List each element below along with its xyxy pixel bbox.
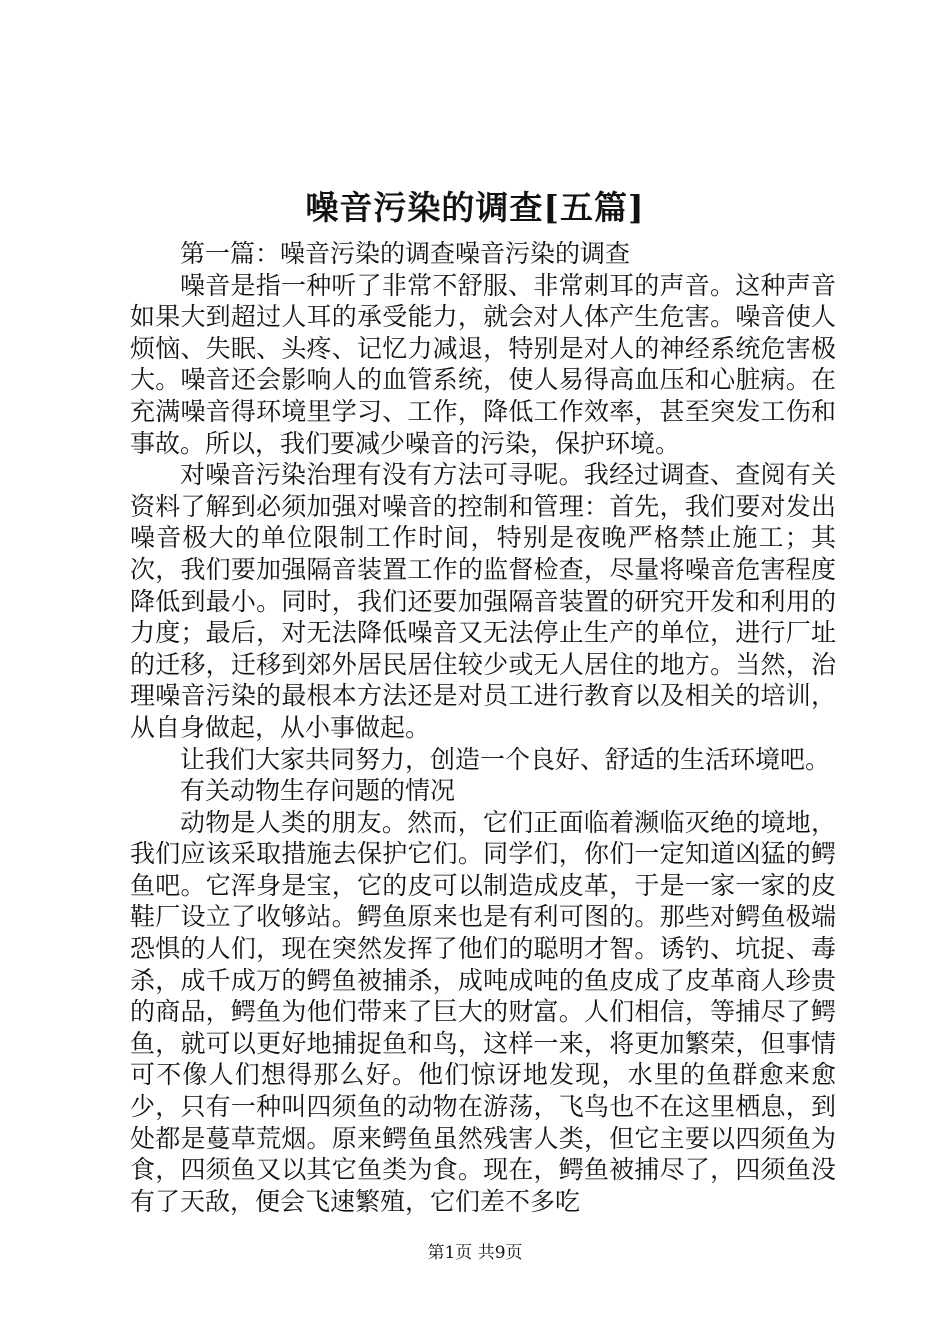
paragraph: 噪音是指一种听了非常不舒服、非常刺耳的声音。这种声音如果大到超过人耳的承受能力，就会对人体产生危害。噪音使人烦恼、失眠、头疼、记忆力减退，特别是对人的神经系统危害极大。噪音还会影响人的血管系统，使人易得高血压和心脏病。在充满噪音得环境里学习、工作，降低工作效率，甚至突发工伤和事故。所以，我们要减少噪音的污染，保护环境。: [130, 270, 836, 458]
paragraph: 让我们大家共同努力，创造一个良好、舒适的生活环境吧。: [180, 744, 831, 774]
page-number-footer: 第1页 共9页: [427, 1243, 523, 1263]
document-body: [130, 238, 836, 1217]
section-heading: 第一篇：噪音污染的调查噪音污染的调查: [180, 239, 631, 268]
section-heading: 有关动物生存问题的情况: [180, 776, 456, 806]
paragraph: 对噪音污染治理有没有方法可寻呢。我经过调查、查阅有关资料了解到必须加强对噪音的控制和管理：首先，我们要对发出噪音极大的单位限制工作时间，特别是夜晚严格禁止施工；其次，我们要加强隔音装置工作的监督检查，尽量将噪音危害程度降低到最小。同时，我们还要加强隔音装置的研究开发和利用的力度；最后，对无法降低噪音又无法停止生产的单位，进行厂址的迁移，迁移到郊外居民居住较少或无人居住的地方。当然，治理噪音污染的最根本方法还是对员工进行教育以及相关的培训，从自身做起，从小事做起。: [130, 460, 836, 742]
paragraph: 动物是人类的朋友。然而，它们正面临着濒临灭绝的境地，我们应该采取措施去保护它们。同学们，你们一定知道凶猛的鳄鱼吧。它浑身是宝，它的皮可以制造成皮革，于是一家一家的皮鞋厂设立了收够站。鳄鱼原来也是有利可图的。那些对鳄鱼极端恐惧的人们，现在突然发挥了他们的聪明才智。诱钓、坑捉、毒杀，成千成万的鳄鱼被捕杀，成吨成吨的鱼皮成了皮革商人珍贵的商品，鳄鱼为他们带来了巨大的财富。人们相信，等捕尽了鳄鱼，就可以更好地捕捉鱼和鸟，这样一来，将更加繁荣，但事情可不像人们想得那么好。他们惊讶地发现，水里的鱼群愈来愈少，只有一种叫四须鱼的动物在游荡，飞鸟也不在这里栖息，到处都是蔓草荒烟。原来鳄鱼虽然残害人类，但它主要以四须鱼为食，四须鱼又以其它鱼类为食。现在，鳄鱼被捕尽了，四须鱼没有了天敌，便会飞速繁殖，它们差不多吃: [130, 807, 836, 1216]
document-title: 噪音污染的调查[五篇]: [305, 188, 645, 227]
